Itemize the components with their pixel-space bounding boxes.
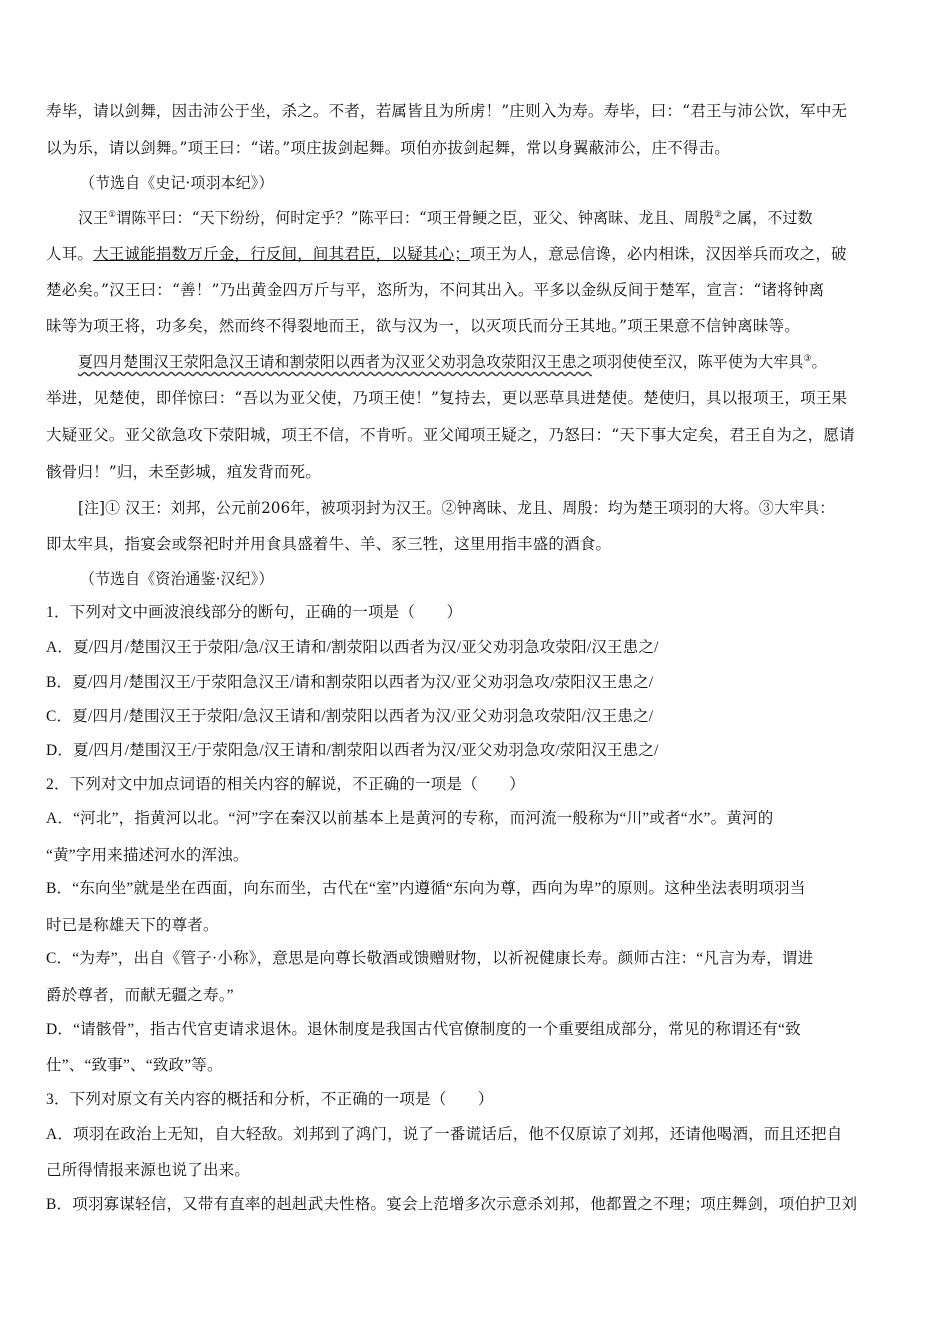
question-stem: 3．下列对原文有关内容的概括和分析，不正确的一项是（ ） — [46, 1091, 494, 1108]
note-marker: ③ — [803, 353, 812, 364]
passage-line: 楚必矣。”汉王曰：“善！”乃出黄金四万斤与平，恣所为，不问其出入。平多以金纵反间于楚军，宣言：“诸将钟离 — [46, 281, 825, 299]
option-b: B．夏/四月/楚围汉王/于荥阳急汉王/请和割荥阳以西者为汉/亚父劝羽急攻/荥阳汉王患之/ — [46, 674, 654, 691]
option-c-cont: 爵於尊者，而献无疆之寿。” — [46, 987, 234, 1004]
notes-line: 即太牢具，指宴会或祭祀时并用食具盛着牛、羊、豕三牲，这里用指丰盛的酒食。 — [46, 535, 612, 553]
option-b: B．“东向坐”就是坐在西面，向东而坐，古代在“室”内遵循“东向为尊，西向为卑”的原则。这种坐法表明项羽当 — [46, 880, 806, 897]
option-b: B．项羽寡谋轻信，又带有直率的赳赳武夫性格。宴会上范增多次示意杀刘邦，他都置之不理；项庄舞剑，项伯护卫刘 — [46, 1196, 858, 1213]
text-run: 汉王 — [78, 209, 109, 227]
option-c: C．夏/四月/楚围汉王于荥阳/急汉王请和/割荥阳以西者为汉/亚父劝羽急攻荥阳/汉王患之/ — [46, 708, 654, 725]
text-run: 谓陈平曰：“天下纷纷，何时定乎？”陈平曰：“项王骨鲠之臣，亚父、钟离昧、龙且、周殷 — [116, 209, 715, 227]
passage-line: 举进，见楚使，即佯惊曰：“吾以为亚父使，乃项王使！”复持去，更以恶草具进楚使。楚使归，具以报项王，项王果 — [46, 389, 848, 407]
option-a-cont: 己所得情报来源也说了出来。 — [46, 1162, 251, 1179]
text-run: 人耳。 — [46, 245, 94, 263]
passage-line: 昧等为项王将，功多矣，然而终不得裂地而王，欲与汉为一，以灭项氏而分王其地。”项王果意不信钟离昧等。 — [46, 317, 800, 335]
note-marker: ① — [108, 209, 117, 220]
option-a: A．夏/四月/楚围汉王于荥阳/急/汉王请和/割荥阳以西者为汉/亚父劝羽急攻荥阳/汉王患之/ — [46, 639, 659, 656]
option-c: C．“为寿”，出自《管子·小称》，意思是向尊长敬酒或馈赠财物，以祈祝健康长寿。颜师古注：“凡言为寿，谓进 — [46, 950, 814, 967]
passage-line: 以为乐，请以剑舞。”项王曰：“诺。”项庄拔剑起舞。项伯亦拔剑起舞，常以身翼蔽沛公，庄不得击。 — [46, 139, 730, 157]
option-a-cont: “黄”字用来描述河水的浑浊。 — [46, 847, 249, 864]
text-run: 项王为人，意忌信谗，必内相诛，汉因举兵而攻之，破 — [469, 245, 847, 263]
option-a: A．“河北”，指黄河以北。“河”字在秦汉以前基本上是黄河的专称，而河流一般称为“川”或者“水”。黄河的 — [46, 810, 774, 827]
text-run: 项羽使使至汉，陈平使为大牢具 — [591, 353, 804, 371]
passage-line: 寿毕，请以剑舞，因击沛公于坐，杀之。不者，若属皆且为所虏！”庄则入为寿。寿毕，曰：“君王与沛公饮，军中无 — [46, 102, 848, 120]
passage-line: 骸骨归！”归，未至彭城，疽发背而死。 — [46, 463, 322, 481]
passage-line — [78, 351, 906, 373]
option-b-cont: 时已是称雄天下的尊者。 — [46, 917, 219, 934]
passage-line: 大疑亚父。亚父欲急攻下荥阳城，项王不信，不肯听。亚父闻项王疑之，乃怒曰：“天下事大定矣，君王自为之，愿请 — [46, 426, 855, 444]
wavy-underlined-text: 夏四月楚围汉王荥阳急汉王请和割荥阳以西者为汉亚父劝羽急攻荥阳汉王患之 — [78, 353, 592, 371]
text-run: 。 — [811, 353, 827, 371]
note-marker: ② — [714, 209, 723, 220]
option-d-cont: 仕”、“致事”、“致政”等。 — [46, 1057, 223, 1074]
source-citation: （节选自《资治通鉴·汉纪》） — [80, 570, 274, 588]
question-stem: 1．下列对文中画波浪线部分的断句，正确的一项是（ ） — [46, 604, 463, 621]
passage-line — [78, 207, 906, 229]
text-run: 之属，不过数 — [722, 209, 813, 227]
option-d: D．“请骸骨”，指古代官吏请求退休。退休制度是我国古代官僚制度的一个重要组成部分，常见的称谓还有“致 — [46, 1021, 801, 1038]
notes-line: [注]① 汉王：刘邦，公元前206年，被项羽封为汉王。②钟离昧、龙且、周殷：均为楚王项羽的大将。③大牢具： — [78, 499, 835, 517]
passage-line — [46, 243, 906, 265]
question-stem: 2．下列对文中加点词语的相关内容的解说，不正确的一项是（ ） — [46, 776, 525, 793]
option-a: A．项羽在政治上无知，自大轻敌。刘邦到了鸿门，说了一番谎话后，他不仅原谅了刘邦，还请他喝酒，而且还把自 — [46, 1126, 843, 1143]
source-citation: （节选自《史记·项羽本纪》） — [80, 174, 274, 192]
underlined-sentence: 大王诚能捐数万斤金，行反间，间其君臣，以疑其心； — [93, 245, 470, 263]
option-d: D．夏/四月/楚围汉王/于荥阳急/汉王请和/割荥阳以西者为汉/亚父劝羽急攻/荥阳汉王患之/ — [46, 742, 659, 759]
